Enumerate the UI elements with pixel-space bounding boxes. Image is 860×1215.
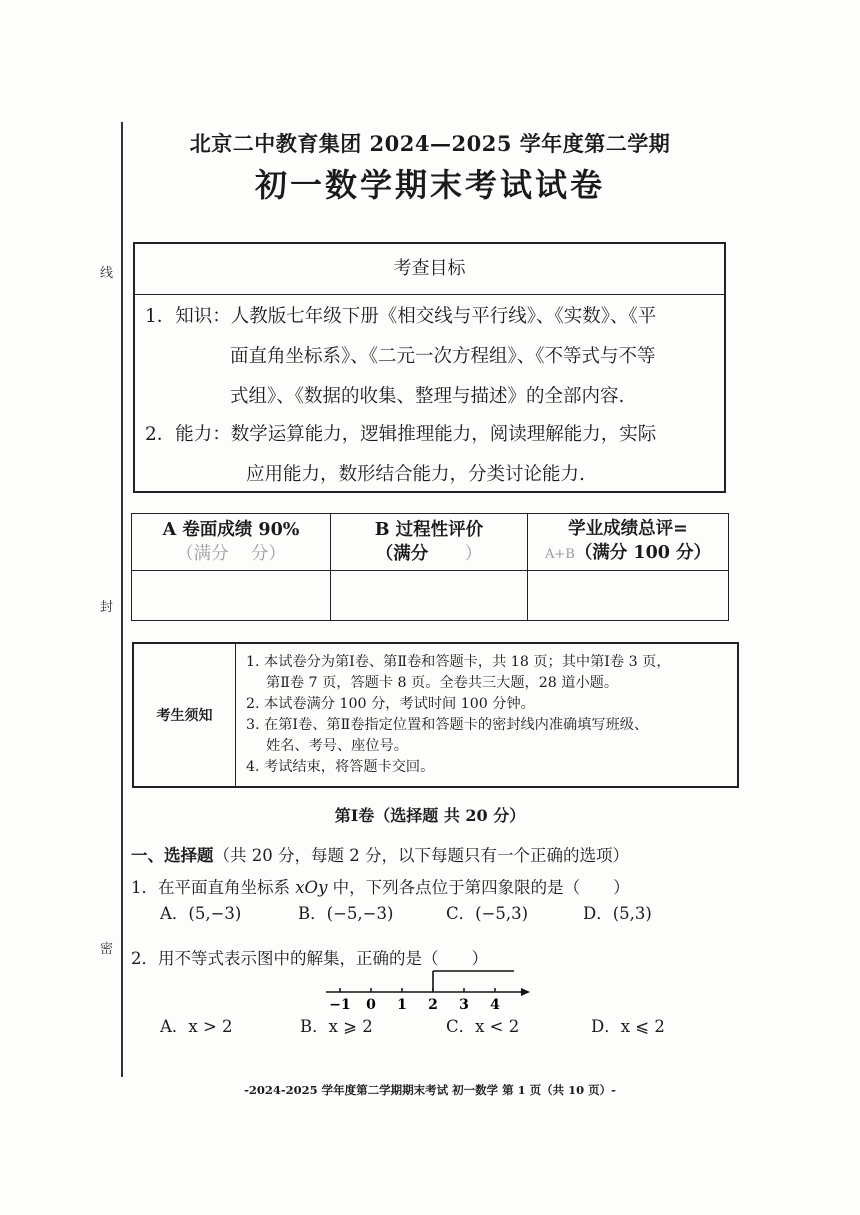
number-line-tick-label: −1 [329,997,351,1013]
q1-option-c: C．(−5,3) [446,904,529,923]
q1-stem-var: xOy [295,878,328,897]
score-cell-b [331,571,528,621]
score-cell-total [528,571,729,621]
q1-option-d: D．(5,3) [583,904,652,923]
score-col-b-sub-end: ） [464,544,483,564]
school-line: 北京二中教育集团 2024—2025 学年度第二学期 [189,131,671,156]
score-col-a-sub: （满分 [176,544,229,564]
exam-title: 初一数学期末考试试卷 [254,166,605,204]
binding-line [121,122,123,1077]
q2-option-c: C．x < 2 [446,1017,520,1036]
notice-item-1b: 第Ⅱ卷 7 页，答题卡 8 页。全卷共三大题，28 道小题。 [266,675,619,691]
score-col-b-title: B 过程性评价 [374,520,484,540]
notice-label: 考生须知 [134,644,236,786]
notice-item-2: 2. 本试卷满分 100 分，考试时间 100 分钟。 [246,696,535,712]
score-col-total-prefix: A+B [544,547,575,562]
q2-option-b: B．x ⩾ 2 [300,1017,373,1036]
number-line-tick-label: 0 [366,997,376,1013]
section-title: 第Ⅰ卷（选择题 共 20 分） [334,806,526,825]
notice-item-4: 4. 考试结束，将答题卡交回。 [246,759,435,775]
notice-item-3b: 姓名、考号、座位号。 [266,738,408,754]
margin-mark-mi: 密 [100,942,114,957]
notice-item-1a: 1. 本试卷分为第Ⅰ卷、第Ⅱ卷和答题卡，共 18 页；其中第Ⅰ卷 3 页， [246,654,671,670]
objectives-title: 考查目标 [135,244,724,295]
number-line-tick-label: 1 [397,997,407,1013]
number-line-arrow [521,988,530,996]
section-heading-rest: （共 20 分，每题 2 分，以下每题只有一个正确的选项） [213,846,629,865]
section-heading-bold: 一、选择题 [131,846,214,865]
knowledge-line-3: 式组》、《数据的收集、整理与描述》的全部内容. [230,386,625,407]
objectives-box [133,242,726,493]
knowledge-line-1: 1．知识：人教版七年级下册《相交线与平行线》、《实数》、《平 [145,306,657,327]
score-col-total [528,514,729,571]
score-col-a [132,514,331,571]
notice-list [236,644,679,786]
number-line-tick-label: 4 [490,997,500,1013]
q1-option-a: A．(5,−3) [160,904,242,923]
notice-box [132,642,739,788]
ability-line-2: 应用能力，数形结合能力，分类讨论能力. [246,464,585,485]
margin-mark-xian: 线 [100,266,114,281]
q2-option-d: D．x ⩽ 2 [591,1017,665,1036]
margin-mark-feng: 封 [100,600,114,615]
score-col-b [331,514,528,571]
ability-line-1: 2．能力：数学运算能力，逻辑推理能力，阅读理解能力，实际 [145,424,657,445]
score-col-total-sub: （满分 100 分） [574,543,712,563]
score-table [131,513,729,621]
score-col-a-sub-end: 分） [250,544,286,564]
q1-option-b: B．(−5,−3) [298,904,394,923]
q1-stem-b: 中，下列各点位于第四象限的是（ ） [327,878,630,897]
score-cell-a [132,571,331,621]
q2-stem: 2．用不等式表示图中的解集，正确的是（ ） [131,949,488,968]
score-col-b-sub: （满分 [375,544,429,564]
q1-stem [131,874,630,898]
number-line-tick-label: 3 [459,997,469,1013]
page-footer: -2024-2025 学年度第二学期期末考试 初一数学 第 1 页（共 10 页）- [244,1083,616,1097]
number-line-tick-label: 2 [428,997,438,1013]
q2-option-a: A．x > 2 [160,1017,233,1036]
notice-item-3a: 3. 在第Ⅰ卷、第Ⅱ卷指定位置和答题卡的密封线内准确填写班级、 [246,717,649,733]
score-col-a-title: A 卷面成绩 90% [162,520,300,540]
number-line-figure [318,964,538,1016]
score-col-total-title: 学业成绩总评= [568,519,688,539]
knowledge-line-2: 面直角坐标系》、《二元一次方程组》、《不等式与不等 [230,346,656,367]
q1-stem-a: 1．在平面直角坐标系 [131,878,296,897]
section-heading [131,842,629,866]
